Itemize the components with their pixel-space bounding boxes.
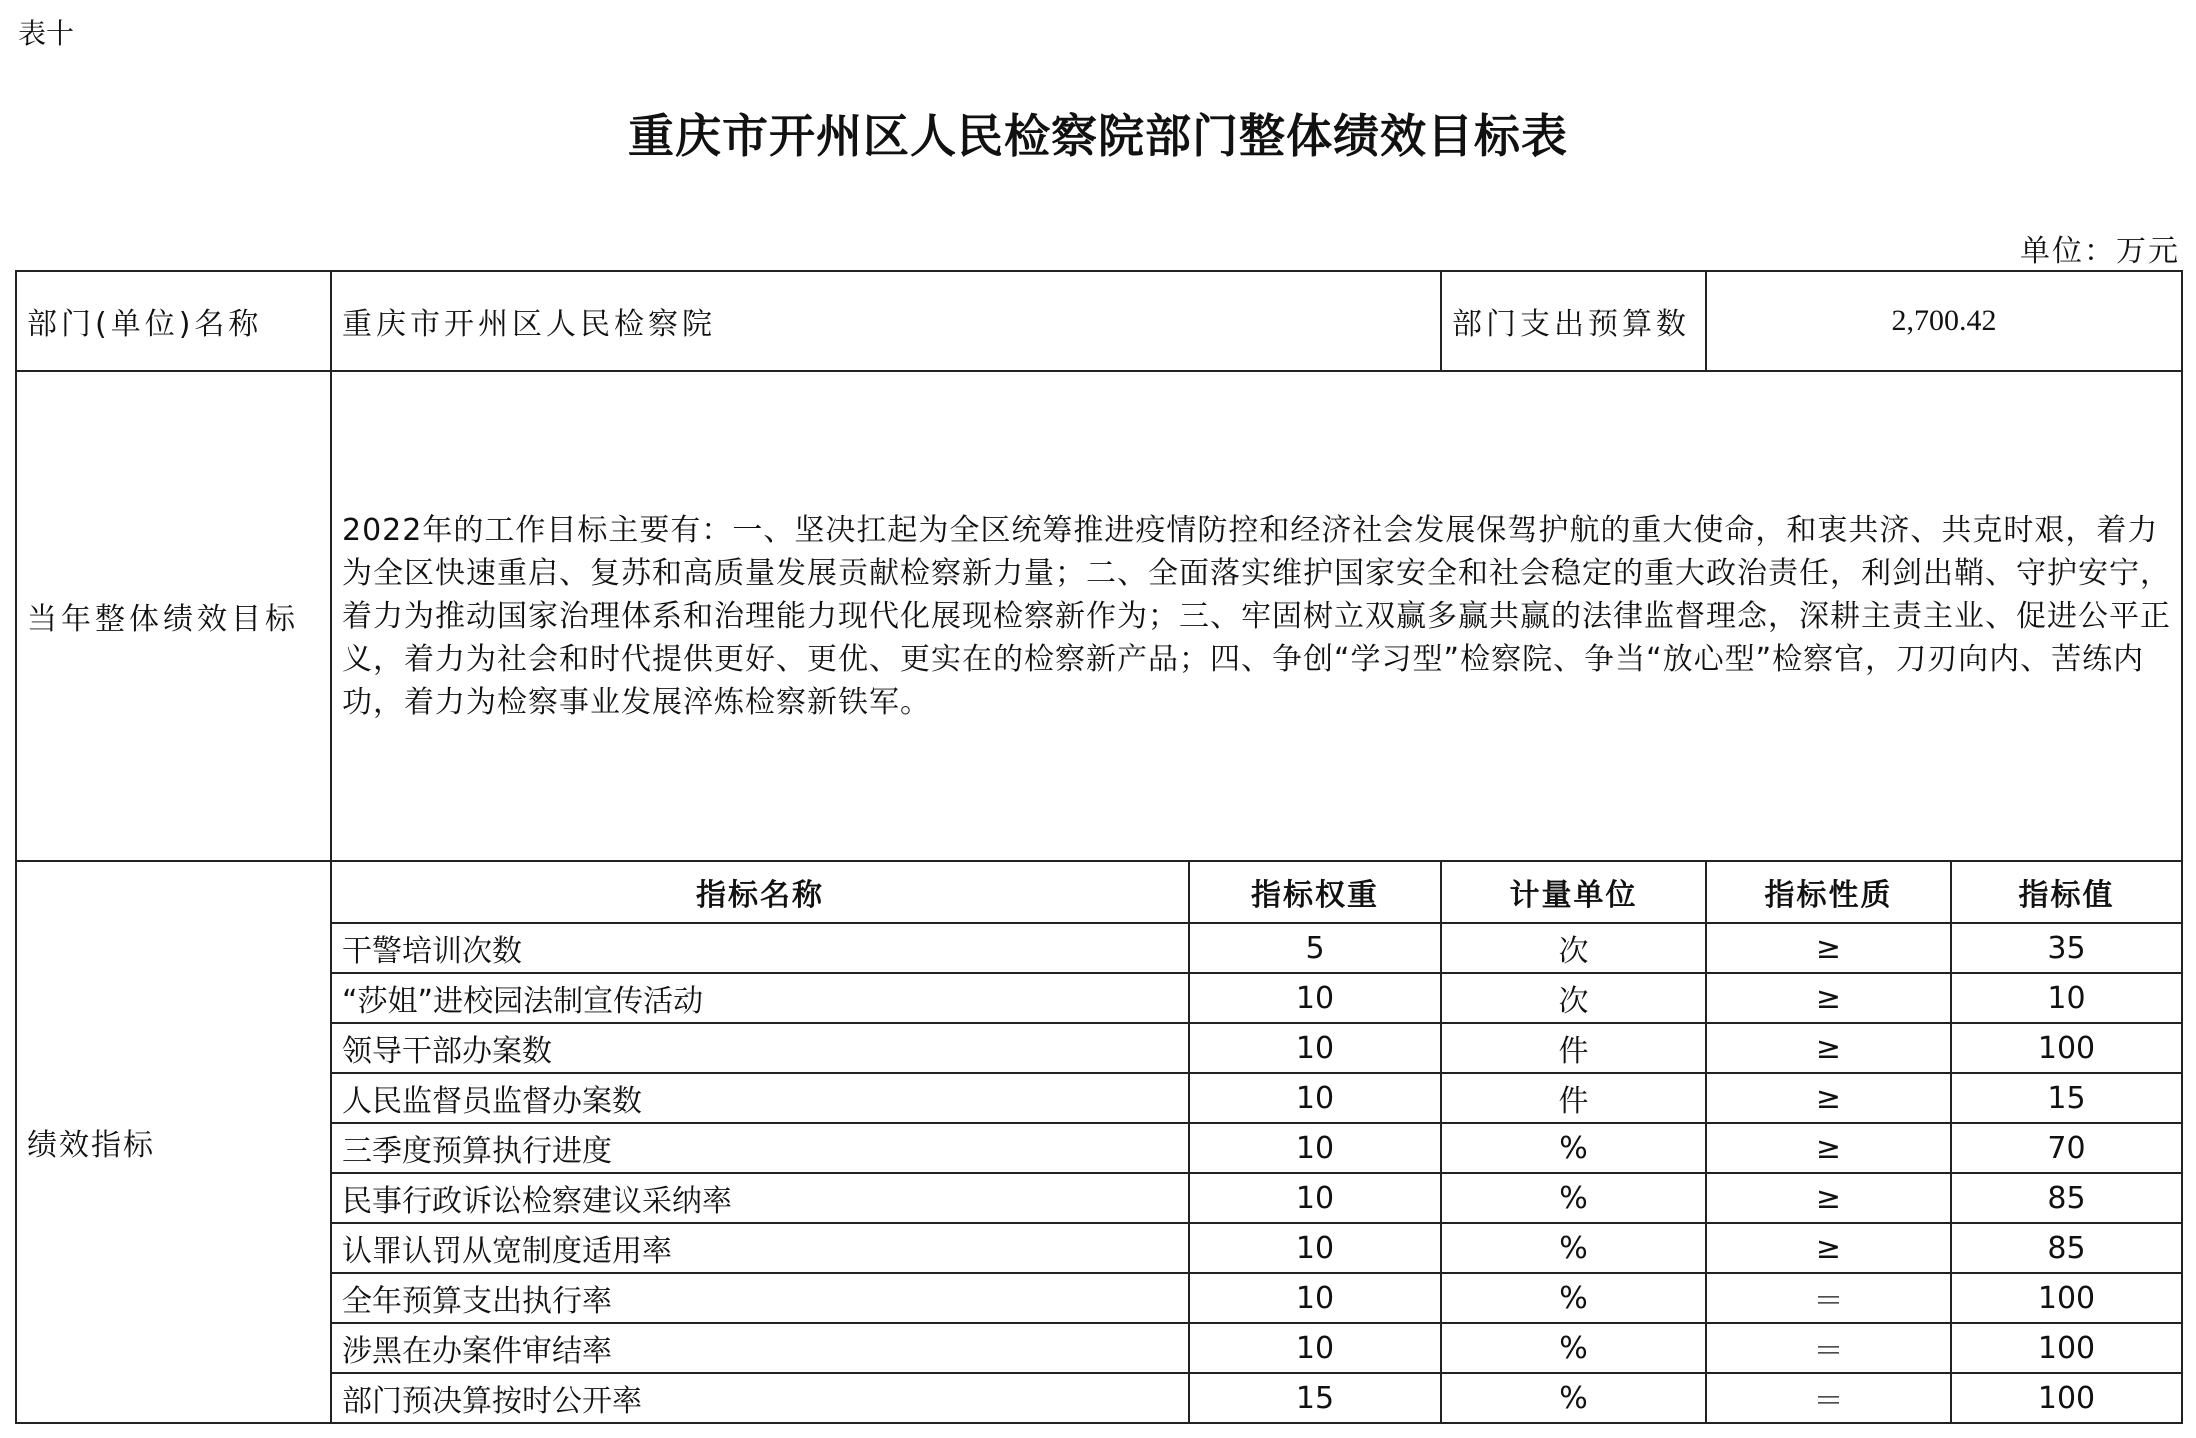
indicator-nature: ≥ [1706,1073,1951,1123]
indicator-name: 民事行政诉讼检察建议采纳率 [331,1173,1189,1223]
indicator-value: 100 [1951,1323,2182,1373]
indicator-unit: 次 [1441,923,1706,973]
indicator-unit: % [1441,1123,1706,1173]
performance-target-table [15,270,2183,1424]
goal-row [16,371,2182,861]
indicator-weight: 10 [1189,1273,1441,1323]
indicator-unit: 次 [1441,973,1706,1023]
indicator-name: 涉黑在办案件审结率 [331,1323,1189,1373]
indicator-nature: ＝ [1706,1273,1951,1323]
indicator-nature: ≥ [1706,1223,1951,1273]
unit-label: 单位：万元 [2020,234,2180,269]
indicator-name: 全年预算支出执行率 [331,1273,1189,1323]
table-row [16,923,2182,973]
indicator-unit: % [1441,1273,1706,1323]
indicator-name: 部门预决算按时公开率 [331,1373,1189,1423]
indicator-weight: 10 [1189,1323,1441,1373]
column-header-unit: 计量单位 [1441,861,1706,923]
annual-goal-text: 2022年的工作目标主要有：一、坚决扛起为全区统筹推进疫情防控和经济社会发展保驾护航的重大使命，和衷共济、共克时艰，着力为全区快速重启、复苏和高质量发展贡献检察新力量；二、全面落实维护国家安全和社会稳定的重大政治责任，利剑出鞘、守护安宁，着力为推动国家治理体系和治理能力现代化展现检察新作为；三、牢固树立双赢多赢共赢的法律监督理念，深耕主责主业、促进公平正义，着力为社会和时代提供更好、更优、更实在的检察新产品；四、争创“学习型”检察院、争当“放心型”检察官，刀刃向内、苦练内功，着力为检察事业发展淬炼检察新铁军。 [331,371,2182,861]
indicator-weight: 10 [1189,1073,1441,1123]
dept-name-label: 部门(单位)名称 [16,271,331,371]
indicator-nature: ≥ [1706,923,1951,973]
indicator-nature: ＝ [1706,1323,1951,1373]
indicator-section-label: 绩效指标 [16,861,331,1423]
table-number-label: 表十 [18,17,75,50]
indicator-value: 10 [1951,973,2182,1023]
table-row [16,1273,2182,1323]
indicator-value: 100 [1951,1023,2182,1073]
indicator-unit: % [1441,1223,1706,1273]
indicator-unit: % [1441,1173,1706,1223]
indicator-unit: 件 [1441,1073,1706,1123]
indicator-value: 15 [1951,1073,2182,1123]
indicator-unit: 件 [1441,1023,1706,1073]
header-row [16,271,2182,371]
indicator-nature: ≥ [1706,1173,1951,1223]
indicator-nature: ＝ [1706,1373,1951,1423]
annual-goal-label: 当年整体绩效目标 [16,371,331,861]
indicator-header-row [16,861,2182,923]
indicator-name: 三季度预算执行进度 [331,1123,1189,1173]
indicator-name: 认罪认罚从宽制度适用率 [331,1223,1189,1273]
indicator-nature: ≥ [1706,973,1951,1023]
page-title: 重庆市开州区人民检察院部门整体绩效目标表 [628,109,1568,163]
column-header-value: 指标值 [1951,861,2182,923]
table-row [16,973,2182,1023]
indicator-weight: 10 [1189,1223,1441,1273]
dept-name-value: 重庆市开州区人民检察院 [331,271,1441,371]
indicator-value: 85 [1951,1223,2182,1273]
indicator-unit: % [1441,1323,1706,1373]
indicator-name: 人民监督员监督办案数 [331,1073,1189,1123]
table-row [16,1173,2182,1223]
table-row [16,1123,2182,1173]
indicator-value: 100 [1951,1273,2182,1323]
column-header-weight: 指标权重 [1189,861,1441,923]
indicator-weight: 10 [1189,1123,1441,1173]
indicator-weight: 5 [1189,923,1441,973]
indicator-name: 领导干部办案数 [331,1023,1189,1073]
table-row [16,1073,2182,1123]
table-row [16,1223,2182,1273]
indicator-value: 100 [1951,1373,2182,1423]
indicator-weight: 10 [1189,973,1441,1023]
budget-label: 部门支出预算数 [1441,271,1706,371]
indicator-name: 干警培训次数 [331,923,1189,973]
indicator-value: 35 [1951,923,2182,973]
indicator-weight: 15 [1189,1373,1441,1423]
indicator-nature: ≥ [1706,1123,1951,1173]
column-header-nature: 指标性质 [1706,861,1951,923]
budget-value: 2,700.42 [1706,271,2182,371]
table-row [16,1373,2182,1423]
indicator-unit: % [1441,1373,1706,1423]
indicator-name: “莎姐”进校园法制宣传活动 [331,973,1189,1023]
indicator-weight: 10 [1189,1173,1441,1223]
table-row [16,1023,2182,1073]
indicator-nature: ≥ [1706,1023,1951,1073]
indicator-value: 85 [1951,1173,2182,1223]
indicator-value: 70 [1951,1123,2182,1173]
table-row [16,1323,2182,1373]
column-header-name: 指标名称 [331,861,1189,923]
indicator-weight: 10 [1189,1023,1441,1073]
